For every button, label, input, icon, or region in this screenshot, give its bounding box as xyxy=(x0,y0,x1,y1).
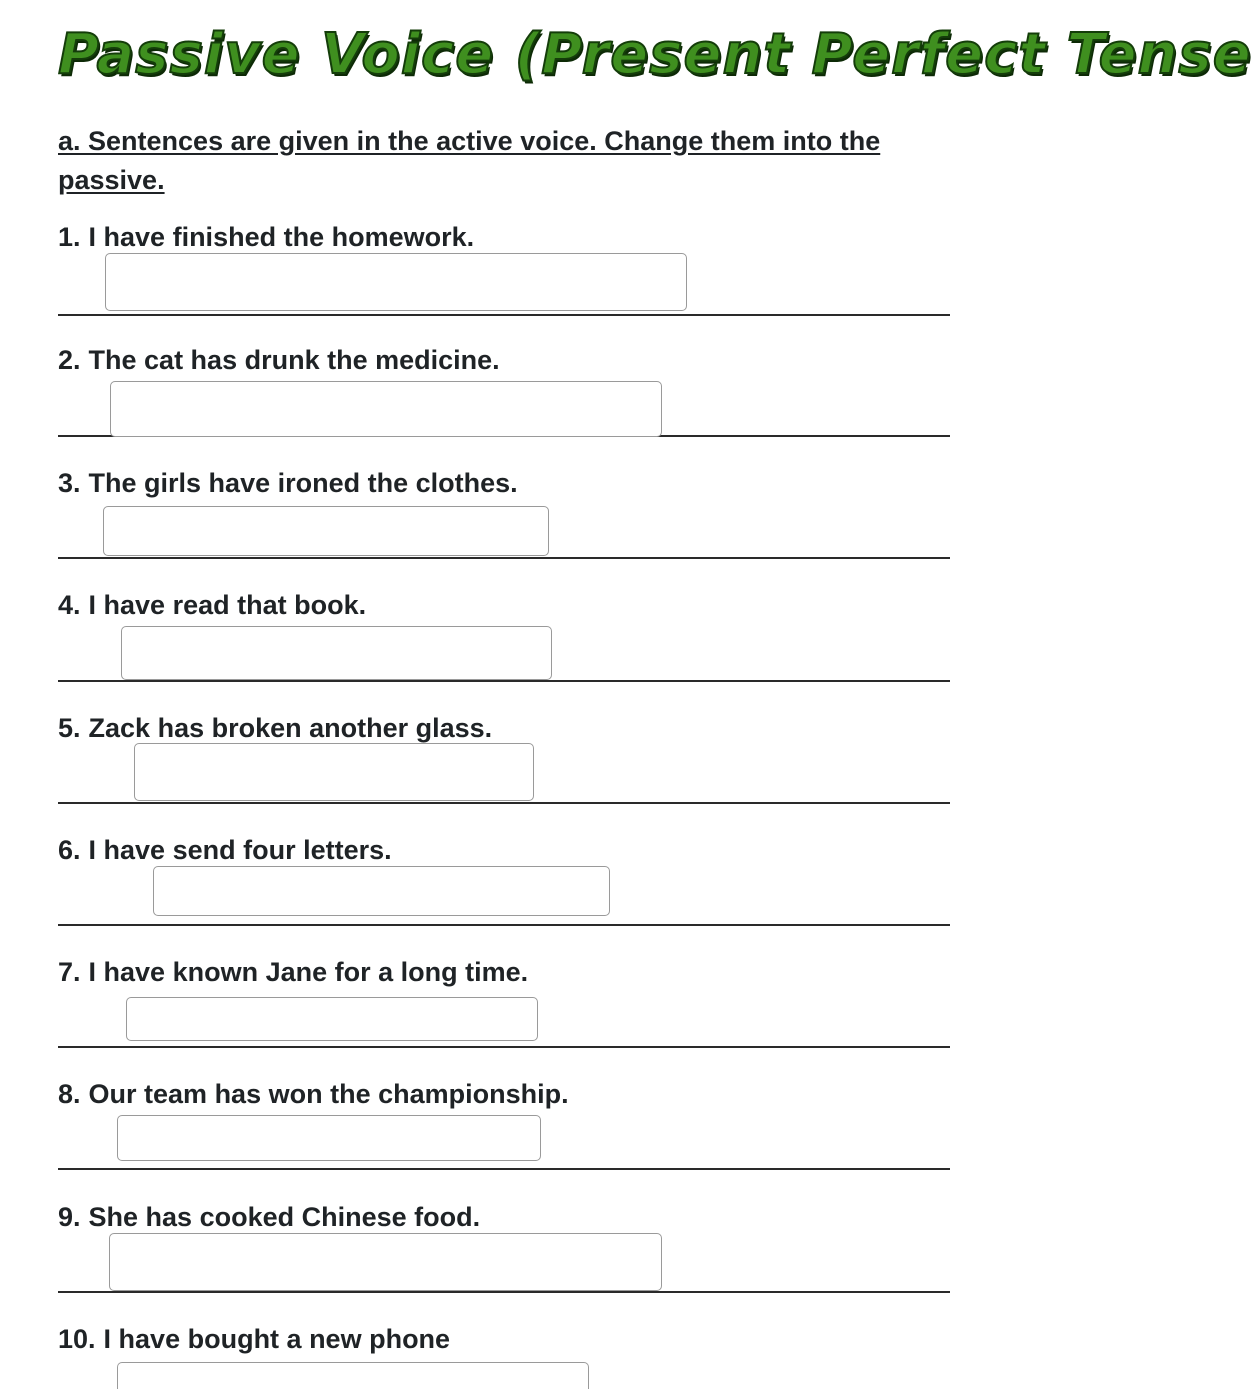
answer-line xyxy=(58,1168,950,1170)
question-1 xyxy=(58,222,474,253)
question-number: 3. xyxy=(58,468,81,498)
answer-line xyxy=(58,680,950,682)
question-5 xyxy=(58,713,492,744)
question-text: I have read that book. xyxy=(88,590,367,620)
question-8 xyxy=(58,1079,569,1110)
question-number: 7. xyxy=(58,957,81,987)
answer-input-8[interactable] xyxy=(117,1115,541,1161)
question-7 xyxy=(58,957,528,988)
answer-input-7[interactable] xyxy=(126,997,538,1041)
question-text: The cat has drunk the medicine. xyxy=(88,345,500,375)
answer-line xyxy=(58,557,950,559)
question-9 xyxy=(58,1202,480,1233)
question-text: I have bought a new phone xyxy=(103,1324,451,1354)
question-number: 4. xyxy=(58,590,81,620)
answer-input-6[interactable] xyxy=(153,866,610,916)
question-number: 8. xyxy=(58,1079,81,1109)
answer-input-2[interactable] xyxy=(110,381,662,437)
answer-input-10[interactable] xyxy=(117,1362,589,1389)
question-text: Our team has won the championship. xyxy=(88,1079,569,1109)
question-number: 10. xyxy=(58,1324,96,1354)
answer-input-3[interactable] xyxy=(103,506,549,556)
question-text: Zack has broken another glass. xyxy=(88,713,493,743)
question-4 xyxy=(58,590,366,621)
answer-line xyxy=(58,1046,950,1048)
answer-input-4[interactable] xyxy=(121,626,552,680)
answer-input-9[interactable] xyxy=(109,1233,662,1291)
answer-line xyxy=(58,314,950,316)
question-text: I have send four letters. xyxy=(88,835,392,865)
question-6 xyxy=(58,835,392,866)
question-text: The girls have ironed the clothes. xyxy=(88,468,518,498)
answer-line xyxy=(58,924,950,926)
answer-input-5[interactable] xyxy=(134,743,534,801)
question-number: 5. xyxy=(58,713,81,743)
question-text: I have known Jane for a long time. xyxy=(88,957,529,987)
question-text: I have finished the homework. xyxy=(88,222,475,252)
answer-input-1[interactable] xyxy=(105,253,687,311)
question-number: 6. xyxy=(58,835,81,865)
question-number: 2. xyxy=(58,345,81,375)
answer-line xyxy=(58,1291,950,1293)
question-2 xyxy=(58,345,500,376)
question-text: She has cooked Chinese food. xyxy=(88,1202,481,1232)
question-3 xyxy=(58,468,518,499)
question-number: 1. xyxy=(58,222,81,252)
question-10 xyxy=(58,1324,450,1355)
question-number: 9. xyxy=(58,1202,81,1232)
worksheet-title: Passive Voice (Present Perfect Tense xyxy=(58,22,1252,87)
answer-line xyxy=(58,802,950,804)
instruction-text: a. Sentences are given in the active voice. Change them into the passive. xyxy=(58,126,881,195)
